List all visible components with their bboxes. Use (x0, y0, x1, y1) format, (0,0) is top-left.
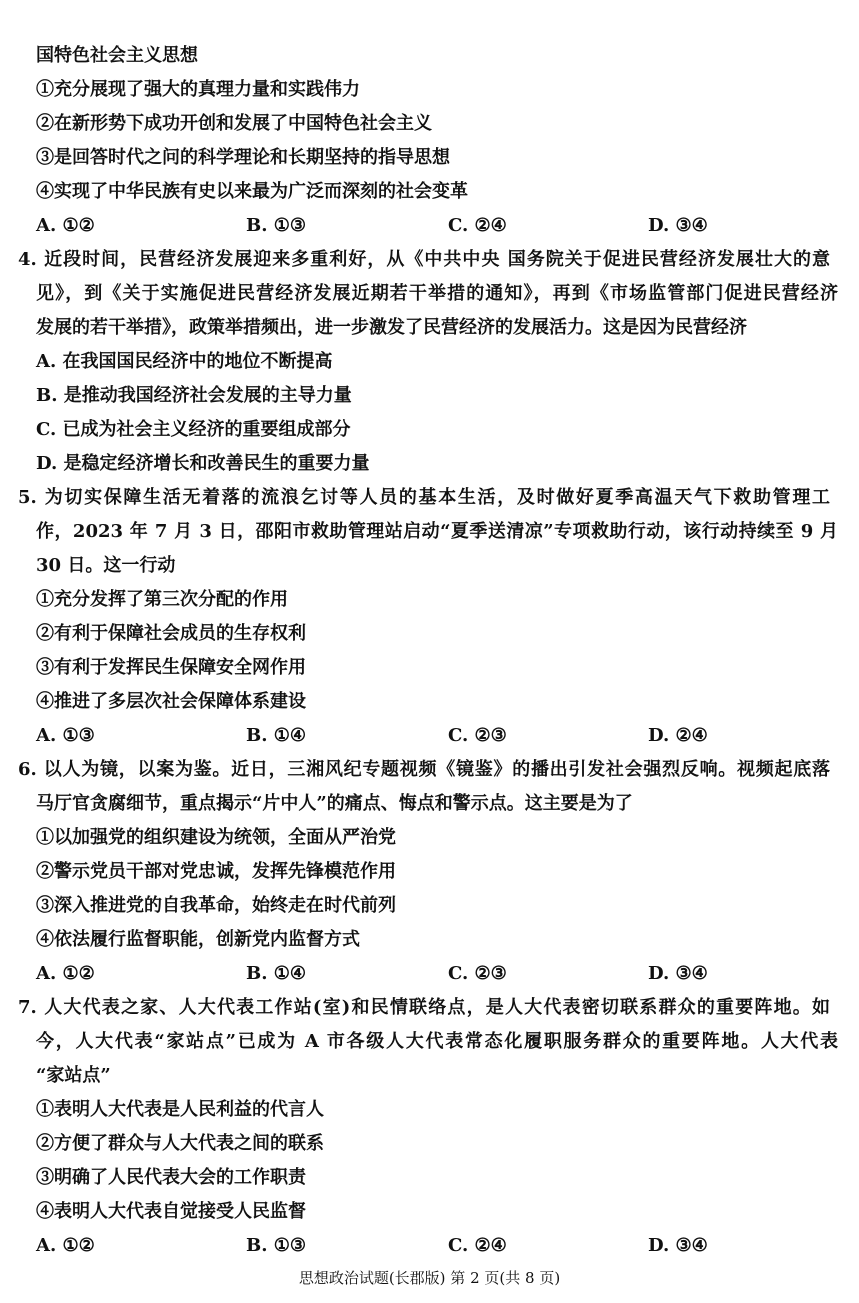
page-footer: 思想政治试题(长郡版) 第 2 页(共 8 页) (298, 1269, 561, 1287)
q6-stem-line-2: 马厅官贪腐细节，重点揭示“片中人”的痛点、悔点和警示点。这主要是为了 (36, 793, 633, 814)
q3-choice-c: C. ②④ (448, 215, 507, 236)
q5-option-4: ④推进了多层次社会保障体系建设 (36, 691, 306, 712)
q4-stem-line-2: 见》，到《关于实施促进民营经济发展近期若干举措的通知》，再到《市场监管部门促进民营经济 (36, 283, 838, 304)
q6-option-4: ④依法履行监督职能，创新党内监督方式 (36, 929, 360, 950)
q7-choice-d: D. ③④ (648, 1235, 708, 1256)
q6-option-3: ③深入推进党的自我革命，始终走在时代前列 (36, 895, 396, 916)
q3-option-4: ④实现了中华民族有史以来最为广泛而深刻的社会变革 (36, 181, 468, 202)
q7-choice-c: C. ②④ (448, 1235, 507, 1256)
q5-stem-line-2: 作，2023 年 7 月 3 日，邵阳市救助管理站启动“夏季送清凉”专项救助行动，该行动持续至 9 月 (36, 521, 838, 542)
q5-option-1: ①充分发挥了第三次分配的作用 (36, 589, 288, 610)
q4-option-b: B. 是推动我国经济社会发展的主导力量 (36, 385, 352, 406)
q5-option-3: ③有利于发挥民生保障安全网作用 (36, 657, 306, 678)
q6-stem-line-1: 6. 以人为镜，以案为鉴。近日，三湘风纪专题视频《镜鉴》的播出引发社会强烈反响。视频起底落 (18, 759, 830, 780)
q3-stem-tail: 国特色社会主义思想 (36, 45, 198, 66)
q7-option-3: ③明确了人民代表大会的工作职责 (36, 1167, 306, 1188)
q5-stem-line-1: 5. 为切实保障生活无着落的流浪乞讨等人员的基本生活，及时做好夏季高温天气下救助管理工 (18, 487, 830, 508)
q7-stem-line-1: 7. 人大代表之家、人大代表工作站(室)和民情联络点，是人大代表密切联系群众的重要阵地。如 (18, 997, 830, 1018)
q4-option-c: C. 已成为社会主义经济的重要组成部分 (36, 419, 351, 440)
q7-choice-b: B. ①③ (246, 1235, 307, 1256)
q3-choice-a: A. ①② (36, 215, 95, 236)
q7-option-4: ④表明人大代表自觉接受人民监督 (36, 1201, 306, 1222)
q5-stem-line-3: 30 日。这一行动 (36, 555, 176, 576)
q3-choice-d: D. ③④ (648, 215, 708, 236)
q6-option-2: ②警示党员干部对党忠诚，发挥先锋模范作用 (36, 861, 396, 882)
q3-choice-b: B. ①③ (246, 215, 307, 236)
q6-choice-a: A. ①② (36, 963, 95, 984)
q6-choice-c: C. ②③ (448, 963, 507, 984)
q3-option-1: ①充分展现了强大的真理力量和实践伟力 (36, 79, 360, 100)
q5-choice-d: D. ②④ (648, 725, 708, 746)
q3-option-2: ②在新形势下成功开创和发展了中国特色社会主义 (36, 113, 432, 134)
q7-option-1: ①表明人大代表是人民利益的代言人 (36, 1099, 324, 1120)
q6-choice-b: B. ①④ (246, 963, 307, 984)
q4-stem-line-1: 4. 近段时间，民营经济发展迎来多重利好，从《中共中央 国务院关于促进民营经济发展壮大的意 (18, 249, 830, 270)
q7-choice-a: A. ①② (36, 1235, 95, 1256)
q5-choice-c: C. ②③ (448, 725, 507, 746)
q4-stem-line-3: 发展的若干举措》，政策举措频出，进一步激发了民营经济的发展活力。这是因为民营经济 (36, 317, 747, 338)
q6-choice-d: D. ③④ (648, 963, 708, 984)
q5-choice-a: A. ①③ (36, 725, 95, 746)
q5-choice-b: B. ①④ (246, 725, 307, 746)
q3-option-3: ③是回答时代之问的科学理论和长期坚持的指导思想 (36, 147, 450, 168)
q4-option-a: A. 在我国国民经济中的地位不断提高 (36, 351, 333, 372)
q4-option-d: D. 是稳定经济增长和改善民生的重要力量 (36, 453, 370, 474)
q7-stem-line-3: “家站点” (36, 1065, 111, 1086)
q5-option-2: ②有利于保障社会成员的生存权利 (36, 623, 306, 644)
q7-stem-line-2: 今，人大代表“家站点”已成为 A 市各级人大代表常态化履职服务群众的重要阵地。人大代表 (36, 1031, 838, 1052)
q7-option-2: ②方便了群众与人大代表之间的联系 (36, 1133, 324, 1154)
q6-option-1: ①以加强党的组织建设为统领，全面从严治党 (36, 827, 396, 848)
